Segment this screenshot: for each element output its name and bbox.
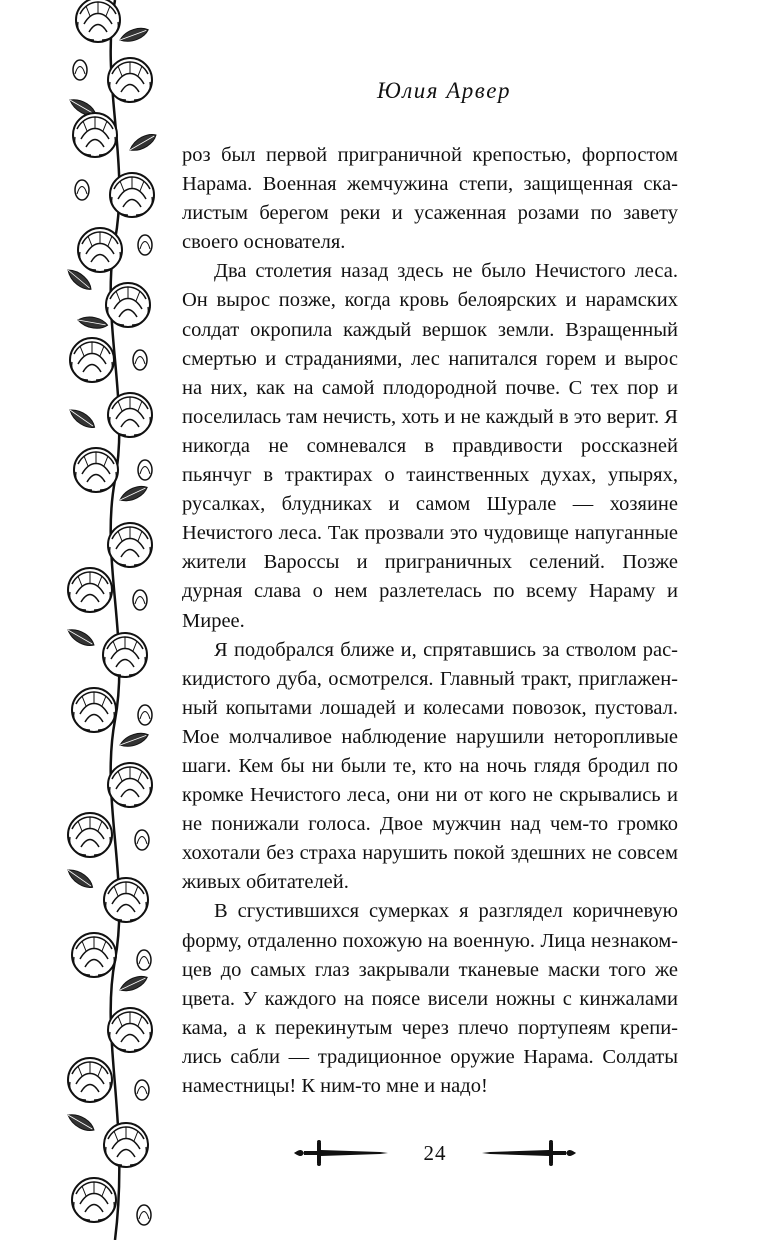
body-text bbox=[182, 141, 678, 1101]
paragraph-4: В сгустившихся сумерках я разглядел коричневую форму, отдаленно похожую на военную. Лица незнакомцев до самых глаз закрывали тканевые маски того же цвета. У каждого на поясе висели ножны с кинжалами кама, а к перекинутым через плечо портупеям крепились сабли — традиционное оружие Нарама. Солдаты наместницы! К ним-то мне и надо! bbox=[182, 900, 678, 1097]
paragraph-2: Два столетия назад здесь не было Нечистого леса. Он вырос позже, когда кровь белоярских и нарамских солдат окропила каждый вершок земли. Взращенный смертью и страданиями, лес напитался горем и вырос на них, как на самой плодородной почве. С тех пор и поселилась там нечисть, хоть и не каждый в это верит. Я никогда не сомневался в правдивости россказней пьянчуг в трактирах о таинственных духах, упырях, русалках, блудниках и самом Шурале — хозяине Нечистого леса. Так прозвали это чудовище напуганные жители Вароссы и приграничных селений. Позже дурная слава о нем разлетелась по всему Нараму и Мирее. bbox=[182, 260, 678, 632]
page-footer bbox=[290, 1136, 580, 1170]
paragraph-1: роз был первой приграничной крепостью, форпостом Нарама. Военная жемчужина степи, защищенная скалистым берегом реки и усаженная розами по завету своего основателя. bbox=[182, 144, 678, 254]
paragraph-3: Я подобрался ближе и, спрятавшись за стволом раскидистого дуба, осмотрелся. Главный тракт, приглаженный копытами лошадей и колесами повозок, пустовал. Мое молчаливое наблюдение нарушили неторопливые шаги. Кем бы ни были те, кто на ночь глядя бродил по кромке Нечистого леса, они ни от кого не скрывались и не понижали голоса. Двое мужчин над чем-то громко хохотали без страха нарушить покой здешних не совсем живых обитателей. bbox=[182, 638, 678, 894]
sword-right-icon bbox=[480, 1138, 580, 1168]
page-number: 24 bbox=[423, 1140, 447, 1165]
sword-left-icon bbox=[290, 1138, 390, 1168]
running-head-author: Юлия Арвер bbox=[377, 78, 511, 103]
floral-border-illustration bbox=[60, 0, 170, 1240]
